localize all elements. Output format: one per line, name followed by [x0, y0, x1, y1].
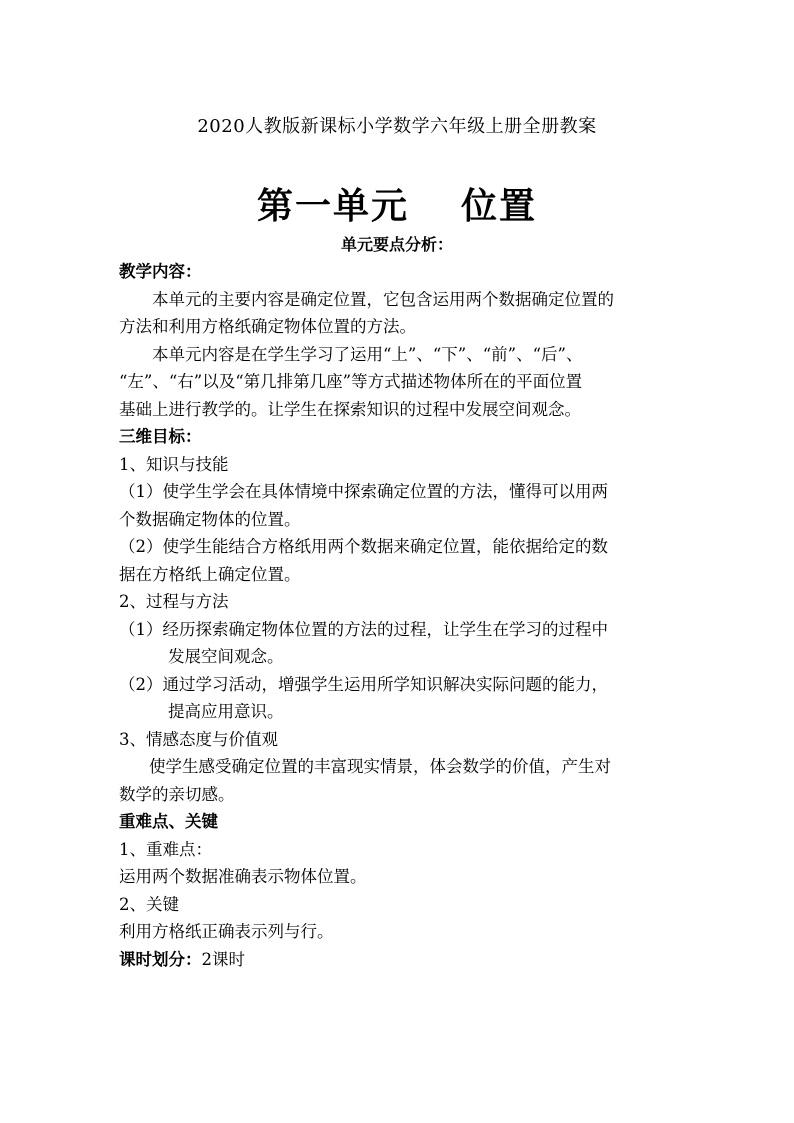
paragraph-line: 运用两个数据准确表示物体位置。 — [119, 867, 367, 886]
subheading: 2、过程与方法 — [119, 592, 229, 611]
unit-title — [0, 178, 794, 229]
list-item-line: （2）通过学习活动，增强学生运用所学知识解决实际问题的能力， — [119, 674, 608, 694]
paragraph-line: 方法和利用方格纸确定物体位置的方法。 — [119, 317, 416, 336]
list-item-line: （2）使学生能结合方格纸用两个数据来确定位置，能依据给定的数 — [119, 537, 608, 556]
section-heading-key: 重难点、关键 — [119, 812, 218, 831]
paragraph-line: 利用方格纸正确表示列与行。 — [119, 922, 334, 941]
list-item-line: 提高应用意识。 — [168, 702, 284, 721]
paragraph-line: 基础上进行教学的。让学生在探索知识的过程中发展空间观念。 — [119, 399, 581, 419]
subheading: 2、关键 — [119, 894, 179, 914]
subheading: 3、情感态度与价值观 — [119, 729, 278, 749]
class-hours-value: 2课时 — [201, 949, 245, 969]
list-item-line: 据在方格纸上确定位置。 — [119, 564, 301, 584]
class-hours-label: 课时划分： — [119, 949, 202, 969]
list-item-line: 发展空间观念。 — [168, 647, 284, 666]
paragraph-line: 本单元内容是在学生学习了运用“上”、“下”、“前”、“后”、 — [152, 344, 583, 364]
document-title: 2020人教版新课标小学数学六年级上册全册教案 — [197, 116, 597, 137]
list-item-line: 个数据确定物体的位置。 — [119, 509, 301, 529]
subheading: 1、知识与技能 — [119, 454, 229, 474]
list-item-line: （1）经历探索确定物体位置的方法的过程，让学生在学习的过程中 — [119, 619, 608, 639]
paragraph-line: 使学生感受确定位置的丰富现实情景，体会数学的价值，产生对 — [149, 757, 611, 776]
section-heading-content: 教学内容： — [119, 262, 202, 281]
analysis-heading: 单元要点分析： — [340, 235, 453, 254]
subheading: 1、重难点： — [119, 839, 212, 859]
document-body — [119, 258, 675, 973]
paragraph-line: 本单元的主要内容是确定位置，它包含运用两个数据确定位置的 — [152, 289, 614, 309]
section-heading-goals: 三维目标： — [119, 427, 202, 446]
paragraph-line: “左”、“右”以及“第几排第几座”等方式描述物体所在的平面位置 — [119, 372, 583, 391]
paragraph-line: 数学的亲切感。 — [119, 784, 235, 804]
unit-name: 位置 — [461, 185, 538, 227]
unit-label: 第一单元 — [256, 185, 409, 227]
class-hours — [119, 946, 675, 974]
list-item-line: （1）使学生学会在具体情境中探索确定位置的方法，懂得可以用两 — [119, 482, 608, 501]
